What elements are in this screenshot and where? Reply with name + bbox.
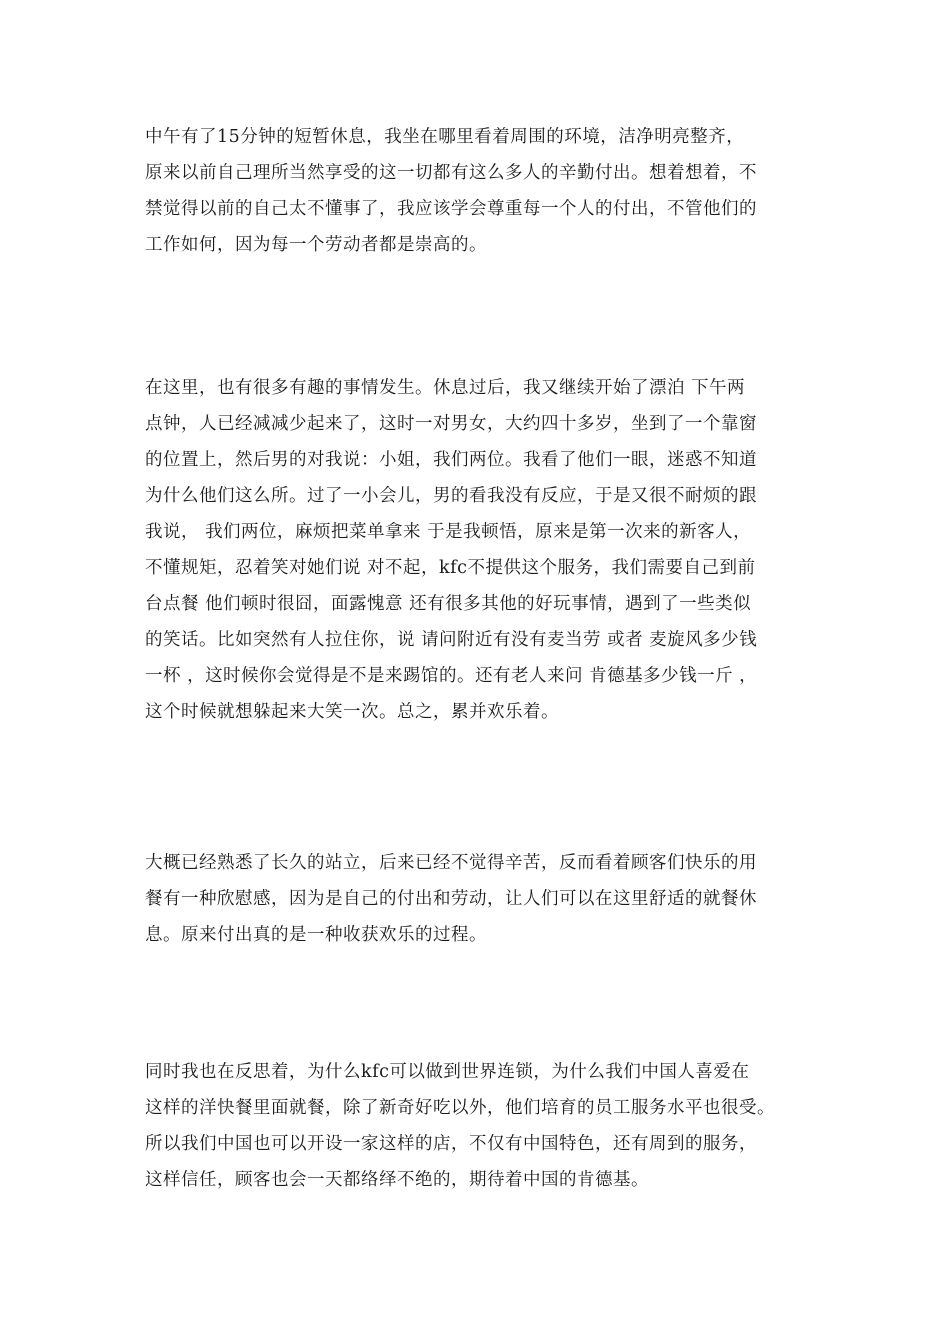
paragraph-line: 台点餐 他们顿时很囧，面露愧意 还有很多其他的好玩事情，遇到了一些类似: [145, 594, 752, 614]
paragraph-line: 的笑话。比如突然有人拉住你，说 请问附近有没有麦当劳 或者 麦旋风多少钱: [145, 630, 758, 650]
paragraph-line: 为什么他们这么所。过了一小会儿，男的看我没有反应，于是又很不耐烦的跟: [145, 486, 757, 506]
paragraph-line: 这个时候就想躲起来大笑一次。总之，累并欢乐着。: [145, 702, 559, 722]
paragraph-line: 原来以前自己理所当然享受的这一切都有这么多人的辛勤付出。想着想着，不: [145, 163, 757, 183]
paragraph-line: 息。原来付出真的是一种收获欢乐的过程。: [145, 925, 487, 945]
paragraph-line: 餐有一种欣慰感，因为是自己的付出和劳动，让人们可以在这里舒适的就餐休: [145, 889, 757, 909]
paragraph-2: [145, 370, 810, 730]
paragraph-line: 同时我也在反思着，为什么kfc可以做到世界连锁，为什么我们中国人喜爱在: [145, 1062, 750, 1082]
paragraph-3: [145, 845, 810, 953]
paragraph-line: 的位置上，然后男的对我说：小姐，我们两位。我看了他们一眼，迷惑不知道: [145, 450, 757, 470]
paragraph-line: 在这里，也有很多有趣的事情发生。休息过后，我又继续开始了漂泊 下午两: [145, 378, 746, 398]
paragraph-4: [145, 1054, 810, 1198]
paragraph-line: 工作如何，因为每一个劳动者都是崇高的。: [145, 235, 487, 255]
paragraph-line: 这样信任，顾客也会一天都络绎不绝的，期待着中国的肯德基。: [145, 1170, 649, 1190]
paragraph-line: 所以我们中国也可以开设一家这样的店，不仅有中国特色，还有周到的服务，: [145, 1134, 757, 1154]
paragraph-line: 点钟，人已经减减少起来了，这时一对男女，大约四十多岁，坐到了一个靠窗: [145, 414, 757, 434]
paragraph-line: 大概已经熟悉了长久的站立，后来已经不觉得辛苦，反而看着顾客们快乐的用: [145, 853, 757, 873]
paragraph-line: 一杯 ，这时候你会觉得是不是来踢馆的。还有老人来问 肯德基多少钱一斤 ，: [145, 666, 758, 686]
paragraph-line: 这样的洋快餐里面就餐，除了新奇好吃以外，他们培育的员工服务水平也很受。: [145, 1098, 775, 1118]
paragraph-line: 禁觉得以前的自己太不懂事了，我应该学会尊重每一个人的付出，不管他们的: [145, 199, 757, 219]
paragraph-line: 我说， 我们两位，麻烦把菜单拿来 于是我顿悟，原来是第一次来的新客人，: [145, 522, 752, 542]
paragraph-1: [145, 119, 810, 263]
paragraph-line: 不懂规矩，忍着笑对她们说 对不起，kfc不提供这个服务，我们需要自己到前: [145, 558, 756, 578]
paragraph-line: 中午有了15分钟的短暂休息，我坐在哪里看着周围的环境，洁净明亮整齐，: [145, 127, 745, 147]
